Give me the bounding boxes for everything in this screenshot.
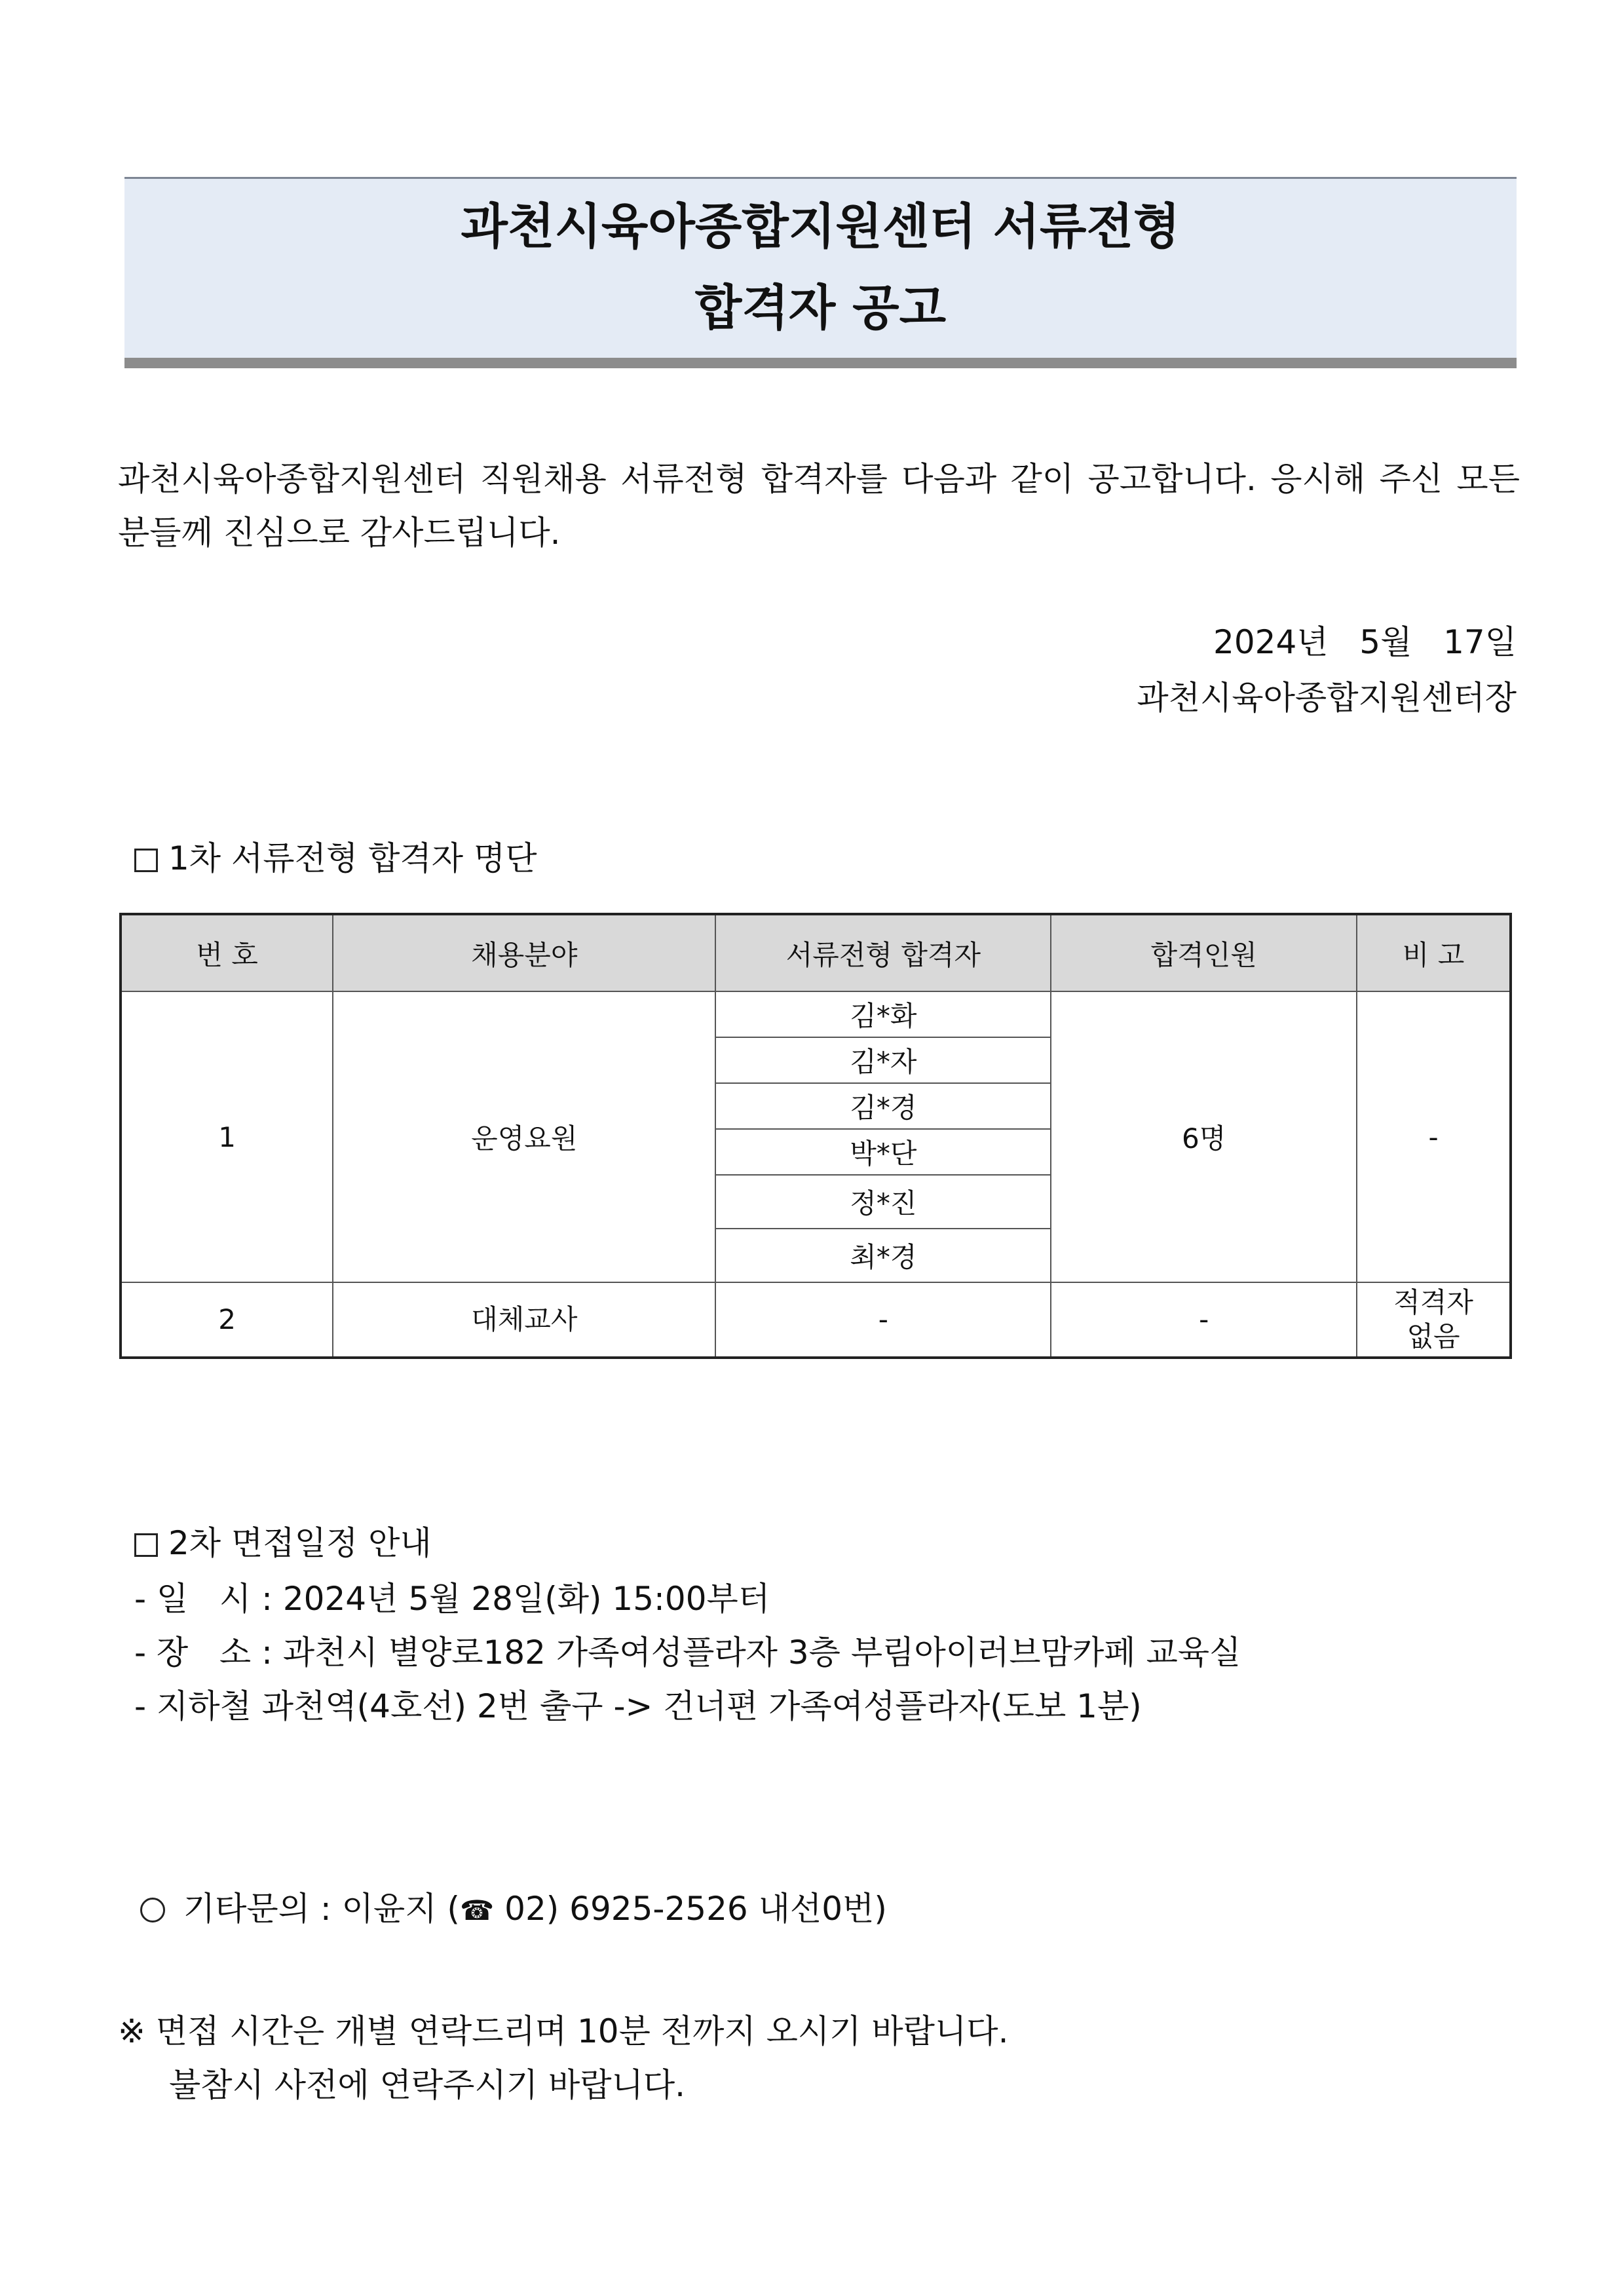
row-field: 대체교사 xyxy=(333,1282,715,1358)
passer-name: 김*화 xyxy=(715,991,1051,1037)
checkbox-square-icon xyxy=(134,1533,158,1557)
row-count: 6명 xyxy=(1051,991,1357,1282)
title-banner xyxy=(124,177,1517,368)
checkbox-square-icon xyxy=(134,849,158,872)
contact-phone: 02) 6925-2526 내선0번) xyxy=(494,1890,887,1928)
row-count: - xyxy=(1051,1282,1357,1358)
table-row xyxy=(121,1282,1511,1358)
section1-heading xyxy=(134,832,537,879)
announcement-date: 2024년 5월 17일 xyxy=(1213,623,1517,661)
row-number: 1 xyxy=(121,991,333,1282)
table-header-row xyxy=(121,914,1511,991)
circle-bullet-icon xyxy=(140,1898,165,1923)
passers-table xyxy=(119,913,1512,1359)
passer-name: 최*경 xyxy=(715,1229,1051,1282)
note-line1: ※ 면접 시간은 개별 연락드리며 10분 전까지 오시기 바랍니다. xyxy=(118,2012,1009,2050)
contact-line xyxy=(119,1845,887,1930)
page-title-line2: 합격자 공고 xyxy=(694,280,947,336)
column-header: 번 호 xyxy=(121,914,333,991)
note-line2: 불참시 사전에 연락주시기 바랍니다. xyxy=(169,2066,686,2104)
passer-name: 김*자 xyxy=(715,1037,1051,1083)
row-note xyxy=(1357,1282,1511,1358)
telephone-icon: ☎ xyxy=(459,1894,495,1926)
schedule-datetime: - 일 시 : 2024년 5월 28일(화) 15:00부터 xyxy=(134,1580,770,1618)
organization-signature: 과천시육아종합지원센터장 xyxy=(1137,679,1517,717)
page-title-line1: 과천시육아종합지원센터 서류전형 xyxy=(461,199,1180,255)
column-header: 합격인원 xyxy=(1051,914,1357,991)
column-header: 비 고 xyxy=(1357,914,1511,991)
schedule-location: - 장 소 : 과천시 별양로182 가족여성플라자 3층 부림아이러브맘카페 교육실 xyxy=(134,1634,1241,1672)
passer-name: - xyxy=(715,1282,1051,1358)
table-row xyxy=(121,991,1511,1037)
passer-name: 정*진 xyxy=(715,1175,1051,1229)
passer-name: 김*경 xyxy=(715,1083,1051,1129)
row-field: 운영요원 xyxy=(333,991,715,1282)
intro-paragraph: 과천시육아종합지원센터 직원채용 서류전형 합격자를 다음과 같이 공고합니다. 응시해 주신 모든 분들께 진심으로 감사드립니다. xyxy=(118,460,1520,552)
section2-heading-text: 2차 면접일정 안내 xyxy=(168,1524,432,1562)
column-header: 채용분야 xyxy=(333,914,715,991)
column-header: 서류전형 합격자 xyxy=(715,914,1051,991)
section2-heading xyxy=(134,1517,432,1564)
row-number: 2 xyxy=(121,1282,333,1358)
row-note: - xyxy=(1357,991,1511,1282)
row-note-line1: 적격자 xyxy=(1393,1286,1473,1318)
contact-prefix: 기타문의 : 이윤지 ( xyxy=(183,1890,460,1928)
section1-heading-text: 1차 서류전형 합격자 명단 xyxy=(168,839,537,877)
row-note-line2: 없음 xyxy=(1407,1320,1460,1352)
schedule-directions: - 지하철 과천역(4호선) 2번 출구 -> 건너편 가족여성플라자(도보 1분) xyxy=(134,1687,1142,1725)
passer-name: 박*단 xyxy=(715,1129,1051,1175)
